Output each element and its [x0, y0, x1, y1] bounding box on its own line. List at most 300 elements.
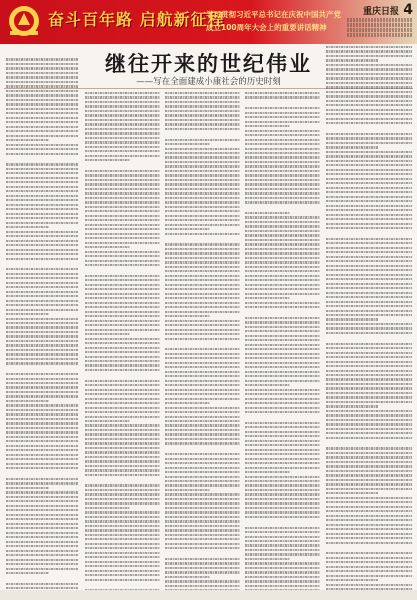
text-line [85, 224, 160, 226]
text-line [85, 246, 130, 248]
text-line [85, 424, 160, 426]
text-line [326, 214, 412, 216]
text-line [6, 231, 78, 233]
text-line [6, 144, 78, 146]
text-line [326, 301, 412, 303]
text-line [165, 252, 240, 254]
text-line [6, 400, 49, 402]
text-line [245, 192, 320, 194]
paragraph-gap [6, 473, 78, 475]
text-line [165, 315, 210, 317]
page-number: 4 [403, 2, 413, 18]
text-line [85, 360, 160, 362]
text-line [245, 275, 320, 277]
text-line [245, 580, 320, 582]
banner-slogan: 奋斗百年路 启航新征程 [48, 10, 225, 29]
text-line [326, 533, 412, 535]
text-line [85, 174, 160, 176]
text-line [165, 458, 240, 460]
text-line [165, 438, 240, 440]
text-line [6, 509, 78, 511]
text-line [326, 146, 378, 148]
text-line [85, 547, 160, 549]
text-line [6, 112, 78, 114]
text-line [85, 215, 160, 217]
text-line [6, 291, 78, 293]
text-line [85, 552, 160, 554]
text-line [6, 362, 78, 364]
text-line [165, 442, 240, 444]
text-line [326, 365, 412, 367]
text-line [85, 356, 160, 358]
text-line [6, 418, 78, 420]
text-line [6, 505, 78, 507]
text-line [326, 378, 412, 380]
text-line [165, 520, 240, 522]
text-line [85, 364, 160, 366]
text-line [165, 525, 240, 527]
text-line [165, 585, 240, 587]
banner-subtitle-line1: 学习贯彻习近平总书记在庆祝中国共产党 [206, 10, 341, 19]
text-line [245, 357, 320, 359]
text-line [326, 579, 378, 581]
paragraph-gap [245, 417, 320, 419]
text-line [165, 152, 240, 154]
text-line [165, 257, 240, 259]
text-line [245, 306, 320, 308]
text-line [6, 85, 78, 87]
text-line [245, 362, 320, 364]
text-line [326, 542, 412, 544]
text-line [6, 81, 78, 83]
text-line [165, 576, 210, 578]
text-line [6, 222, 78, 224]
text-line [6, 121, 78, 123]
text-line [6, 427, 78, 429]
text-line [245, 511, 320, 513]
paragraph-gap [326, 338, 412, 340]
text-line [6, 559, 78, 561]
text-line [245, 476, 320, 478]
text-line [6, 523, 78, 525]
text-line [85, 465, 160, 467]
text-line [165, 411, 240, 413]
text-line [326, 318, 378, 320]
text-line [326, 164, 412, 166]
text-line [245, 339, 320, 341]
text-line [165, 484, 240, 486]
text-line [326, 218, 412, 220]
text-line [165, 161, 240, 163]
paragraph-gap [245, 522, 320, 524]
text-line [6, 358, 78, 360]
text-line [165, 480, 240, 482]
text-line [85, 484, 160, 486]
text-line [326, 142, 412, 144]
text-line [165, 416, 240, 418]
text-line [6, 240, 78, 242]
text-line [326, 46, 412, 48]
text-line [245, 288, 320, 290]
text-line [326, 68, 412, 70]
text-line [245, 585, 320, 587]
text-line [245, 266, 320, 268]
text-line [165, 275, 240, 277]
text-line [165, 306, 240, 308]
text-line [165, 179, 240, 181]
text-line [326, 515, 412, 517]
text-line [85, 561, 160, 563]
text-line [85, 260, 160, 262]
text-line [326, 283, 412, 285]
text-line [6, 139, 49, 141]
text-line [165, 261, 240, 263]
paragraph-gap [85, 375, 160, 377]
text-line [326, 405, 378, 407]
text-line [326, 519, 412, 521]
text-line [165, 279, 240, 281]
text-line [85, 398, 160, 400]
text-line [245, 121, 320, 123]
text-line [85, 320, 160, 322]
text-line [245, 471, 290, 473]
text-line [326, 100, 412, 102]
text-line [326, 296, 412, 298]
text-line [85, 284, 160, 286]
paragraph-gap [6, 264, 78, 266]
text-line [165, 380, 240, 382]
text-line [85, 534, 160, 536]
text-line [85, 456, 160, 458]
text-line [85, 228, 160, 230]
text-line [165, 507, 240, 509]
paragraph-gap [245, 312, 320, 314]
text-line [245, 531, 320, 533]
text-line [326, 113, 412, 115]
text-line [6, 322, 78, 324]
text-line [6, 148, 78, 150]
text-line [85, 351, 160, 353]
text-line [245, 152, 320, 154]
text-line [326, 256, 412, 258]
text-line [245, 183, 320, 185]
text-line [6, 395, 78, 397]
text-line [245, 201, 320, 203]
text-line [326, 343, 412, 345]
text-line [245, 234, 320, 236]
body-column-1 [6, 50, 78, 596]
text-line [165, 165, 240, 167]
text-line [6, 186, 78, 188]
text-line [6, 244, 78, 246]
text-line [6, 340, 78, 342]
text-line [245, 297, 290, 299]
text-line [165, 433, 240, 435]
text-line [6, 431, 78, 433]
text-line [85, 315, 160, 317]
text-line [245, 366, 320, 368]
text-line [326, 200, 412, 202]
text-line [85, 237, 160, 239]
text-line [165, 538, 240, 540]
text-line [85, 255, 160, 257]
text-line [165, 567, 240, 569]
text-line [245, 116, 320, 118]
text-line [245, 225, 320, 227]
text-line [245, 348, 320, 350]
text-line [326, 260, 412, 262]
text-line [245, 462, 320, 464]
text-line [85, 438, 160, 440]
text-line [245, 467, 320, 469]
text-line [326, 55, 412, 57]
text-line [326, 151, 412, 153]
page-banner [0, 0, 417, 44]
text-line [245, 96, 320, 98]
text-line [165, 502, 240, 504]
text-line [326, 242, 412, 244]
text-line [326, 461, 412, 463]
text-line [6, 518, 78, 520]
text-line [245, 402, 320, 404]
text-line [85, 529, 160, 531]
text-line [326, 187, 412, 189]
text-line [85, 516, 160, 518]
text-line [6, 554, 78, 556]
text-line [326, 169, 412, 171]
text-line [245, 92, 320, 94]
text-line [326, 347, 412, 349]
text-line [85, 114, 160, 116]
text-line [85, 119, 160, 121]
text-line [6, 563, 78, 565]
text-line [6, 126, 78, 128]
text-line [326, 584, 412, 586]
text-line [245, 449, 320, 451]
text-line [165, 580, 240, 582]
paragraph-gap [245, 103, 320, 105]
text-line [85, 429, 160, 431]
text-line [6, 454, 78, 456]
text-line [165, 562, 240, 564]
text-line [165, 92, 240, 94]
text-line [6, 353, 78, 355]
text-line [326, 155, 412, 157]
text-line [165, 233, 240, 235]
text-line [85, 110, 160, 112]
text-line [326, 82, 412, 84]
text-line [326, 557, 412, 559]
text-line [85, 297, 160, 299]
text-line [245, 431, 320, 433]
text-line [326, 566, 412, 568]
text-line [326, 465, 412, 467]
text-line [85, 442, 160, 444]
text-line [165, 219, 240, 221]
text-line [326, 552, 412, 554]
text-line [85, 538, 160, 540]
text-line [165, 324, 240, 326]
text-line [85, 579, 160, 581]
text-line [85, 324, 160, 326]
text-line [165, 170, 240, 172]
text-line [6, 550, 78, 552]
text-line [85, 556, 160, 558]
text-line [6, 487, 49, 489]
text-line [165, 384, 240, 386]
text-line [326, 314, 412, 316]
text-line [6, 253, 78, 255]
text-line [165, 224, 240, 226]
text-line [165, 529, 240, 531]
text-line [85, 369, 160, 371]
text-line [165, 429, 240, 431]
text-line [165, 467, 240, 469]
text-line [245, 516, 320, 518]
text-line [6, 378, 78, 380]
text-line [165, 156, 240, 158]
text-line [6, 331, 78, 333]
text-line [85, 570, 160, 572]
text-line [326, 401, 412, 403]
text-line [326, 570, 412, 572]
text-line [326, 274, 412, 276]
text-line [165, 558, 240, 560]
text-line [245, 411, 320, 413]
text-line [165, 101, 240, 103]
body-column-5 [326, 46, 412, 593]
text-line [85, 416, 160, 418]
text-line [165, 476, 240, 478]
text-line [85, 469, 160, 471]
text-line [326, 414, 412, 416]
text-line [165, 547, 240, 549]
text-line [326, 160, 412, 162]
text-line [165, 371, 240, 373]
text-line [165, 407, 240, 409]
text-line [85, 210, 160, 212]
body-column-3 [165, 92, 240, 594]
text-line [245, 544, 320, 546]
text-line [6, 204, 78, 206]
text-line [85, 251, 160, 253]
text-line [245, 156, 320, 158]
text-line [6, 335, 78, 337]
text-line [85, 302, 160, 304]
text-line [245, 321, 320, 323]
text-line [6, 344, 78, 346]
text-line [245, 398, 320, 400]
text-line [6, 190, 78, 192]
text-line [326, 173, 412, 175]
text-line [165, 543, 240, 545]
text-line [245, 389, 320, 391]
text-line [165, 293, 240, 295]
text-line [245, 165, 320, 167]
text-line [85, 170, 160, 172]
article-headline: 继往开来的世纪伟业 [105, 51, 312, 76]
text-line [245, 239, 320, 241]
text-line [85, 574, 160, 576]
text-line [6, 117, 78, 119]
text-line [245, 549, 320, 551]
text-line [85, 380, 160, 382]
text-line [6, 304, 78, 306]
text-line [326, 483, 412, 485]
text-line [6, 208, 78, 210]
text-line [165, 311, 240, 313]
text-line [85, 511, 160, 513]
paragraph-gap [6, 369, 78, 371]
text-line [326, 352, 412, 354]
paragraph-gap [165, 344, 240, 346]
text-line [85, 233, 160, 235]
text-line [165, 516, 240, 518]
text-line [326, 278, 412, 280]
text-line [245, 243, 320, 245]
text-line [85, 333, 130, 335]
text-line [326, 479, 412, 481]
text-line [245, 384, 290, 386]
text-line [326, 178, 412, 180]
text-line [245, 279, 320, 281]
banner-subtitle-line2: 成立100周年大会上的重要讲话精神 [206, 23, 327, 32]
text-line [245, 527, 320, 529]
text-line [6, 108, 78, 110]
paragraph-gap [6, 54, 78, 56]
text-line [6, 277, 78, 279]
text-line [326, 370, 412, 372]
text-line [165, 471, 240, 473]
text-line [165, 123, 240, 125]
text-line [326, 265, 412, 267]
text-line [85, 384, 160, 386]
text-line [85, 146, 160, 148]
text-line [326, 561, 412, 563]
text-line [85, 460, 160, 462]
text-line [6, 63, 78, 65]
text-line [326, 287, 412, 289]
text-line [326, 437, 412, 439]
text-line [6, 514, 78, 516]
text-line [245, 571, 320, 573]
text-line [165, 110, 240, 112]
text-line [6, 235, 78, 237]
text-line [6, 536, 78, 538]
text-line [6, 309, 78, 311]
text-line [6, 391, 78, 393]
paragraph-gap [85, 480, 160, 482]
text-line [6, 286, 78, 288]
text-line [245, 130, 320, 132]
body-column-4 [245, 92, 320, 594]
text-line [6, 76, 78, 78]
text-line [165, 143, 210, 145]
text-line [326, 332, 412, 334]
text-line [326, 419, 412, 421]
text-line [6, 386, 78, 388]
text-line [245, 507, 320, 509]
text-line [326, 269, 412, 271]
text-line [85, 342, 160, 344]
text-line [85, 179, 160, 181]
text-line [6, 373, 78, 375]
text-line [165, 128, 240, 130]
text-line [85, 293, 160, 295]
text-line [326, 356, 412, 358]
text-line [326, 383, 412, 385]
text-line [165, 333, 240, 335]
